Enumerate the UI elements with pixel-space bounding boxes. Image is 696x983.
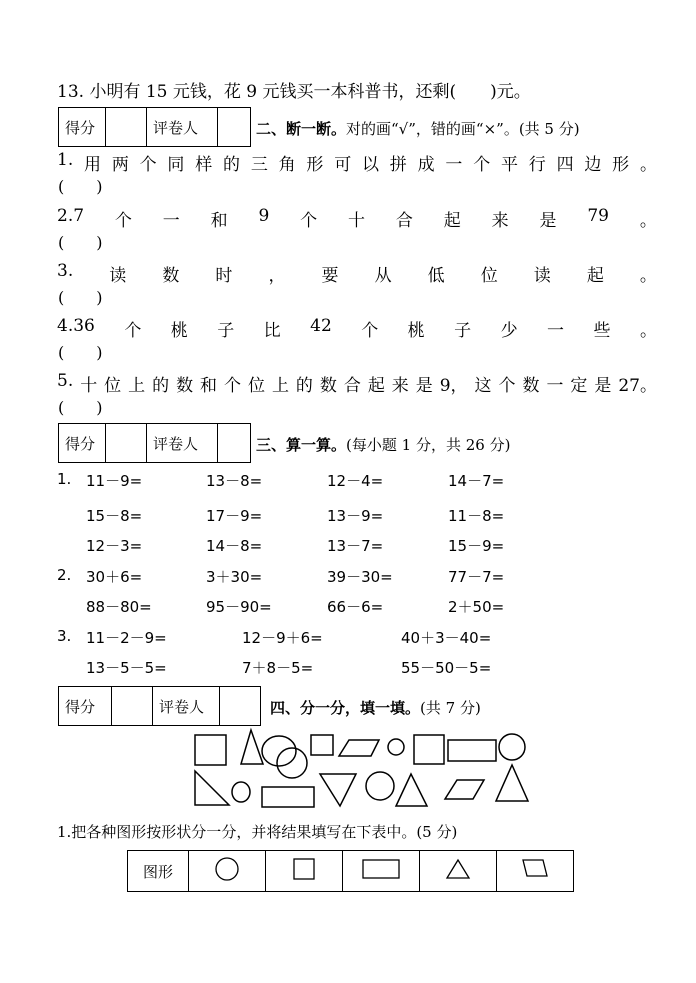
judge-text: 合 bbox=[395, 211, 413, 231]
judge-text: 的 bbox=[295, 376, 313, 396]
judge-text: 。 bbox=[639, 211, 657, 231]
arith-problem: 14－7= bbox=[448, 472, 505, 490]
arith-problem: 39－30= bbox=[327, 568, 393, 586]
arith-problem: 88－80= bbox=[86, 598, 152, 616]
judge-text: 个 bbox=[224, 376, 242, 396]
triangle-icon bbox=[396, 774, 427, 806]
judge-text: 起 bbox=[367, 376, 385, 396]
question-13: 13. 小明有 15 元钱，花 9 元钱买一本科普书，还剩( )元。 bbox=[57, 82, 531, 102]
arith-problem: 55－50－5= bbox=[401, 659, 492, 677]
arith-problem: 11－9= bbox=[86, 472, 143, 490]
judge-text: 42 bbox=[310, 316, 332, 336]
square-icon bbox=[195, 735, 226, 765]
judge-text: 要 bbox=[321, 266, 339, 286]
judge-text: 数 bbox=[176, 376, 194, 396]
judge-text: 桃 bbox=[407, 321, 425, 341]
judge-text: 子 bbox=[454, 321, 472, 341]
grader-label: 评卷人 bbox=[153, 687, 220, 726]
judge-text: 1. bbox=[57, 150, 74, 170]
judge-text: 以 bbox=[362, 155, 379, 175]
judge-text: 是 bbox=[539, 211, 557, 231]
judge-text: ， bbox=[268, 266, 286, 286]
judge-text: 27。 bbox=[618, 376, 657, 396]
judge-text: 和 bbox=[210, 211, 228, 231]
rectangle-icon bbox=[262, 787, 314, 807]
judge-text: 平 bbox=[500, 155, 518, 175]
answer-paren-3[interactable]: ( ) bbox=[58, 288, 103, 307]
judge-text: 个 bbox=[124, 321, 142, 341]
judge-text: 位 bbox=[247, 376, 265, 396]
judge-text: 个 bbox=[139, 155, 157, 175]
judge-text: 角 bbox=[278, 155, 296, 175]
judge-text: 行 bbox=[528, 155, 546, 175]
section4-sub1: 1.把各种图形按形状分一分，并将结果填写在下表中。(5 分) bbox=[57, 823, 458, 841]
judge-text: 个 bbox=[114, 211, 132, 231]
arith-problem: 12－3= bbox=[86, 537, 143, 555]
arith-problem: 13－8= bbox=[206, 472, 263, 490]
judge-text: 个 bbox=[473, 155, 491, 175]
shape-col-parallelogram bbox=[497, 851, 574, 892]
section3-heading: 三、算一算。 bbox=[256, 436, 347, 454]
judge-text: 两 bbox=[111, 155, 129, 175]
arith-problem: 13－7= bbox=[327, 537, 384, 555]
judge-text: 上 bbox=[128, 376, 146, 396]
section3-instruction: (每小题 1 分，共 26 分) bbox=[346, 436, 511, 454]
parallelogram-icon bbox=[339, 740, 379, 756]
judge-text: 的 bbox=[223, 155, 241, 175]
judge-text: 4.36 bbox=[57, 316, 95, 336]
answer-paren-1[interactable]: ( ) bbox=[58, 177, 103, 196]
judge-text: 的 bbox=[152, 376, 170, 396]
judge-text: 。 bbox=[639, 155, 657, 175]
judge-text: 用 bbox=[84, 155, 102, 175]
judge-text: 形 bbox=[306, 155, 324, 175]
judge-text: 9 bbox=[258, 206, 270, 226]
judge-text: 从 bbox=[374, 266, 392, 286]
group1-label: 1. bbox=[57, 470, 72, 488]
rectangle-icon bbox=[362, 859, 400, 879]
arith-problem: 17－9= bbox=[206, 507, 263, 525]
judge-text: 2.7 bbox=[57, 206, 85, 226]
judge-text: 79 bbox=[587, 206, 609, 226]
judge-text: 来 bbox=[391, 376, 409, 396]
answer-paren-5[interactable]: ( ) bbox=[58, 398, 103, 417]
arith-problem: 77－7= bbox=[448, 568, 505, 586]
circle-icon bbox=[277, 748, 307, 778]
judge-text: 比 bbox=[263, 321, 281, 341]
arith-problem: 2＋50= bbox=[448, 598, 505, 616]
shape-col-triangle bbox=[420, 851, 497, 892]
score-label: 得分 bbox=[59, 424, 106, 463]
arith-problem: 13－5－5= bbox=[86, 659, 167, 677]
arith-problem: 95－90= bbox=[206, 598, 272, 616]
answer-paren-4[interactable]: ( ) bbox=[58, 343, 103, 362]
arith-problem: 14－8= bbox=[206, 537, 263, 555]
score-label: 得分 bbox=[59, 687, 112, 726]
arith-problem: 7＋8－5= bbox=[242, 659, 314, 677]
judge-text: 是 bbox=[594, 376, 612, 396]
judge-text: 边 bbox=[584, 155, 602, 175]
judge-text: 定 bbox=[570, 376, 588, 396]
judge-text: 是 bbox=[415, 376, 433, 396]
judge-text: 同 bbox=[167, 155, 185, 175]
circle-icon bbox=[388, 739, 404, 755]
judge-text: 3. bbox=[57, 261, 74, 281]
judge-text: 个 bbox=[498, 376, 516, 396]
shape-table bbox=[127, 850, 574, 892]
judge-text: 读 bbox=[533, 266, 551, 286]
judge-text: 低 bbox=[427, 266, 445, 286]
judge-text: 上 bbox=[271, 376, 289, 396]
triangle-icon bbox=[195, 771, 229, 805]
judge-text: 十 bbox=[348, 211, 366, 231]
arith-problem: 12－9＋6= bbox=[242, 629, 323, 647]
judge-text: 成 bbox=[417, 155, 435, 175]
judge-text: 拼 bbox=[389, 155, 407, 175]
arith-problem: 12－4= bbox=[327, 472, 384, 490]
score-label: 得分 bbox=[59, 108, 106, 147]
parallelogram-icon bbox=[445, 780, 484, 799]
group3-label: 3. bbox=[57, 627, 72, 645]
judge-text: 数 bbox=[522, 376, 540, 396]
judge-text: 十 bbox=[80, 376, 98, 396]
group2-label: 2. bbox=[57, 566, 72, 584]
arith-problem: 3＋30= bbox=[206, 568, 263, 586]
grader-label: 评卷人 bbox=[147, 424, 218, 463]
judge-text: 些 bbox=[593, 321, 611, 341]
judge-text: 5. bbox=[57, 371, 74, 391]
square-icon bbox=[293, 858, 315, 880]
arith-problem: 66－6= bbox=[327, 598, 384, 616]
judge-text: 一 bbox=[547, 321, 565, 341]
triangle-icon bbox=[320, 774, 356, 806]
circle-icon bbox=[262, 736, 296, 766]
judge-text: 这 bbox=[474, 376, 492, 396]
judge-text: 。 bbox=[639, 266, 657, 286]
judge-text: 个 bbox=[361, 321, 379, 341]
arith-problem: 40＋3－40= bbox=[401, 629, 492, 647]
triangle-icon bbox=[496, 765, 528, 801]
judge-text: 子 bbox=[217, 321, 235, 341]
judge-text: 一 bbox=[162, 211, 180, 231]
shape-col-square bbox=[266, 851, 343, 892]
rectangle-icon bbox=[448, 740, 496, 761]
arith-problem: 11－2－9= bbox=[86, 629, 167, 647]
square-icon bbox=[414, 735, 444, 764]
judge-text: 样 bbox=[195, 155, 213, 175]
section4-heading: 四、分一分，填一填。 bbox=[270, 699, 421, 717]
answer-paren-2[interactable]: ( ) bbox=[58, 233, 103, 252]
judge-text: 桃 bbox=[170, 321, 188, 341]
shape-table-header: 图形 bbox=[128, 851, 189, 892]
triangle-icon bbox=[241, 730, 263, 764]
shape-col-rectangle bbox=[343, 851, 420, 892]
judge-text: 起 bbox=[586, 266, 604, 286]
arith-problem: 15－8= bbox=[86, 507, 143, 525]
judge-text: 一 bbox=[546, 376, 564, 396]
judge-text: 三 bbox=[250, 155, 268, 175]
judge-text: 合 bbox=[343, 376, 361, 396]
judge-text: 数 bbox=[162, 266, 180, 286]
judge-text: 位 bbox=[104, 376, 122, 396]
arith-problem: 13－9= bbox=[327, 507, 384, 525]
section2-heading: 二、断一断。 bbox=[256, 120, 347, 138]
judge-text: 位 bbox=[480, 266, 498, 286]
section2-instruction: 对的画“√”，错的画“×”。(共 5 分) bbox=[346, 120, 580, 138]
square-icon bbox=[311, 735, 333, 755]
triangle-icon bbox=[446, 859, 470, 879]
circle-icon bbox=[215, 857, 239, 881]
arith-problem: 15－9= bbox=[448, 537, 505, 555]
circle-icon bbox=[232, 782, 250, 802]
judge-text: 起 bbox=[443, 211, 461, 231]
judge-text: 时 bbox=[215, 266, 233, 286]
judge-text: 。 bbox=[639, 321, 657, 341]
judge-text: 数 bbox=[319, 376, 337, 396]
judge-text: 个 bbox=[300, 211, 318, 231]
grader-label: 评卷人 bbox=[147, 108, 218, 147]
circle-icon bbox=[366, 772, 394, 800]
judge-text: 来 bbox=[491, 211, 509, 231]
judge-text: 四 bbox=[556, 155, 574, 175]
judge-text: 9， bbox=[439, 376, 468, 396]
arith-problem: 11－8= bbox=[448, 507, 505, 525]
shape-col-circle bbox=[189, 851, 266, 892]
judge-text: 可 bbox=[334, 155, 352, 175]
judge-text: 形 bbox=[612, 155, 630, 175]
parallelogram-icon bbox=[522, 859, 548, 879]
circle-icon bbox=[499, 734, 525, 760]
judge-text: 一 bbox=[445, 155, 463, 175]
section4-instruction: (共 7 分) bbox=[420, 699, 481, 717]
judge-text: 少 bbox=[500, 321, 518, 341]
arith-problem: 30＋6= bbox=[86, 568, 143, 586]
judge-text: 读 bbox=[109, 266, 127, 286]
judge-text: 和 bbox=[200, 376, 218, 396]
